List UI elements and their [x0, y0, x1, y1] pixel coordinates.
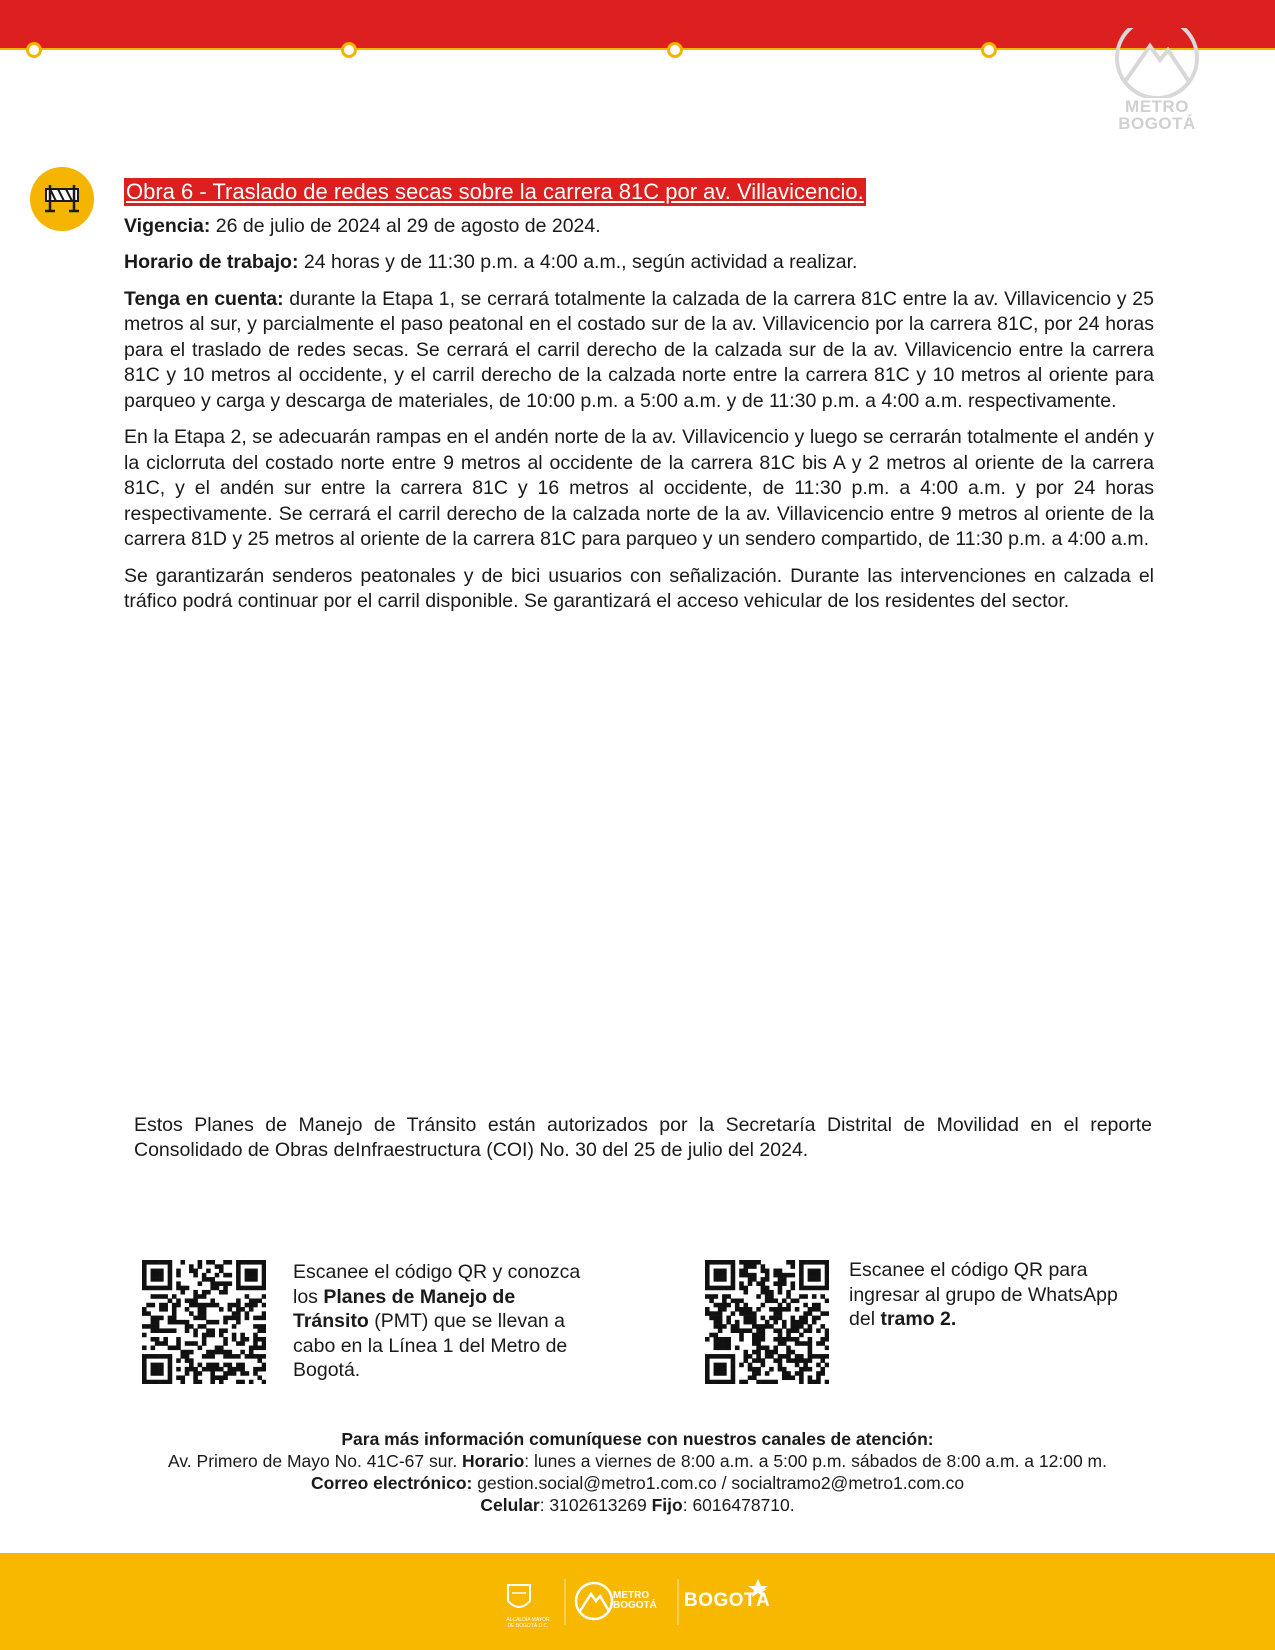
etapa2-paragraph: En la Etapa 2, se adecuarán rampas en el andén norte de la av. Villavicencio y luego se cerrarán totalmente el andén y la ciclorruta del costado norte entre 9 metros al occidente de la carrera 81C bis A y 2 metros al oriente de la carrera 81C, y el andén sur entre la carrera 81C y 16 metros al occidente, de 11:30 p.m. a 4:00 a.m. y por 24 horas respectivamente. Se cerrará el carril derecho de la calzada norte de la av. Villavicencio entre 9 metros al oriente de la carrera 81D y 25 metros al oriente de la carrera 81C para parqueo y un sendero compartido, de 11:30 p.m. a 4:00 a.m.	[124, 426, 1154, 550]
bogota-coat-of-arms-icon	[508, 1585, 530, 1607]
tenga-label: Tenga en cuenta:	[124, 287, 284, 310]
qr-code-whatsapp[interactable]	[705, 1260, 829, 1384]
contact-email-label: Correo electrónico:	[310, 1473, 473, 1493]
contact-phone-line	[0, 1494, 1275, 1516]
footer-metro-line-1: METRO	[613, 1590, 650, 1601]
qr-code-pmt[interactable]	[142, 1260, 266, 1384]
qr-right-text	[849, 1258, 1119, 1332]
tenga-value: durante la Etapa 1, se cerrará totalmente la calzada de la carrera 81C entre la av. Villavicencio y 25 metros al sur, y parcialmente el paso peatonal en el costado sur de la av. Villavicencio por la carrera 81C, por 24 horas para el traslado de redes secas. Se cerrará el carril derecho de la calzada sur de la av. Villavicencio entre la carrera 81C y 10 metros al occidente, y el carril derecho de la calzada norte entre la carrera 81C y 10 metros al oriente para parqueo y carga y descarga de materiales, de 10:00 p.m. a 5:00 a.m. y de 11:30 p.m. a 4:00 a.m. respectivamente.	[124, 287, 1154, 412]
vigencia-value: 26 de julio de 2024 al 29 de agosto de 2024.	[210, 214, 601, 237]
tenga-paragraph	[124, 287, 1154, 415]
footer-metro-line-2: BOGOTÁ	[613, 1600, 657, 1611]
logo-line-1: METRO	[1125, 97, 1189, 116]
qr-right-text-pre: Escanee el código QR para ingresar al grupo de WhatsApp del	[849, 1259, 1118, 1330]
metro-bogota-logo	[1112, 28, 1202, 138]
notice-title: Obra 6 - Traslado de redes secas sobre la carrera 81C por av. Villavicencio.	[126, 179, 864, 204]
contact-fijo-value: : 6016478710.	[682, 1495, 795, 1515]
escudo-caption: ALCALDÍA MAYOR DE BOGOTÁ D.C.	[506, 1617, 550, 1629]
contact-cel-value: : 3102613269	[539, 1495, 652, 1515]
vigencia-paragraph	[124, 214, 1154, 240]
qr-right-text-bold: tramo 2.	[880, 1308, 957, 1330]
contact-email-value[interactable]: gestion.social@metro1.com.co / socialtramo2@metro1.com.co	[472, 1473, 965, 1493]
contact-address-line	[0, 1450, 1275, 1472]
top-red-band	[0, 0, 1275, 50]
band-dot	[667, 42, 683, 58]
logo-line-2: BOGOTÁ	[1118, 114, 1196, 133]
band-dot	[341, 42, 357, 58]
qr-left-text-bold: Planes de Manejo de Tránsito	[293, 1285, 516, 1332]
horario-value: 24 horas y de 11:30 p.m. a 4:00 a.m., según actividad a realizar.	[298, 251, 858, 273]
contact-heading: Para más información comuníquese con nuestros canales de atención:	[341, 1429, 934, 1449]
band-dot	[26, 42, 42, 58]
band-dot	[981, 42, 997, 58]
garantia-paragraph: Se garantizarán senderos peatonales y de bici usuarios con señalización. Durante las intervenciones en calzada el tráfico podrá continuar por el carril disponible. Se garantizará el acceso vehicular de los residentes del sector.	[124, 564, 1154, 612]
contact-address: Av. Primero de Mayo No. 41C-67 sur.	[167, 1451, 463, 1471]
contact-fijo-label: Fijo	[651, 1495, 683, 1515]
contact-horario-label: Horario	[462, 1451, 525, 1471]
contact-info	[0, 1428, 1275, 1516]
vigencia-label: Vigencia:	[124, 214, 211, 237]
contact-horario-value: : lunes a viernes de 8:00 a.m. a 5:00 p.m. sábados de 8:00 a.m. a 12:00 m.	[524, 1451, 1107, 1471]
work-notice	[124, 178, 1154, 615]
contact-cel-label: Celular	[480, 1495, 540, 1515]
authorization-note: Estos Planes de Manejo de Tránsito están autorizados por la Secretaría Distrital de Movilidad en el reporte Consolidado de Obras deInfraestructura (COI) No. 30 del 25 de julio del 2024.	[134, 1114, 1152, 1161]
horario-paragraph	[124, 250, 1154, 276]
qr-left-text	[293, 1260, 593, 1383]
metro-mountain-icon	[576, 1583, 612, 1619]
contact-email-line	[0, 1472, 1275, 1494]
qr-left-text-post: (PMT) que se llevan a cabo en la Línea 1 del Metro de Bogotá.	[293, 1310, 568, 1381]
metro-mountain-icon	[1112, 28, 1202, 98]
footer-bogota-logo: BOGOTÁ	[684, 1590, 771, 1611]
horario-label: Horario de trabajo:	[124, 251, 299, 273]
road-barrier-icon	[30, 167, 94, 231]
qr-left-text-pre: Escanee el código QR y conozca los	[293, 1261, 581, 1308]
footer-metro-text	[613, 1591, 657, 1611]
